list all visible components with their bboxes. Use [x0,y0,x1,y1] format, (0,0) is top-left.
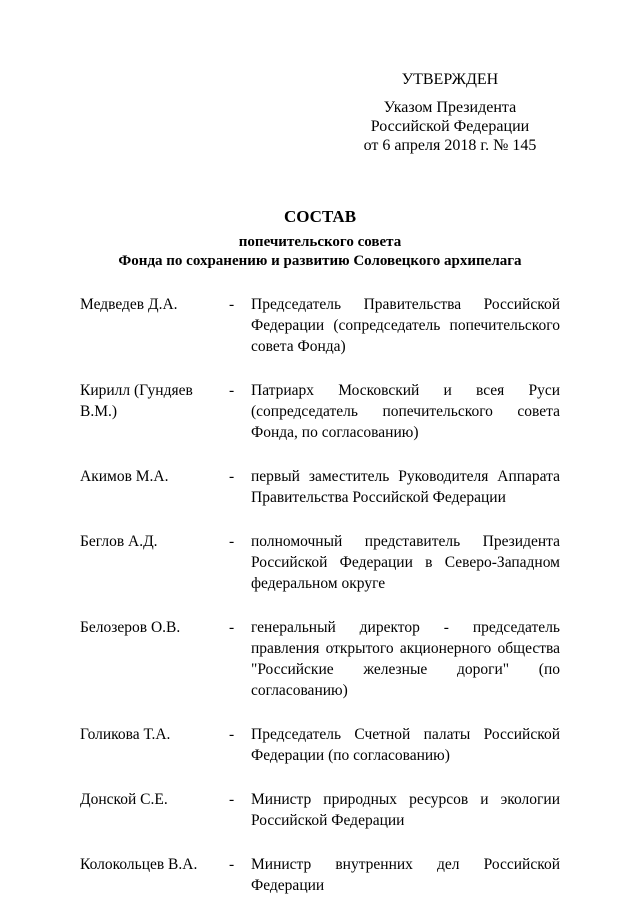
document-subtitle-1: попечительского совета [238,234,402,250]
member-dash: - [229,468,235,485]
member-role: Министр природных ресурсов и экологии Российской Федерации [251,791,560,829]
member-name: Голикова Т.А. [80,726,171,743]
member-name: Белозеров О.В. [80,619,181,636]
member-row [80,466,560,508]
member-dash: - [229,533,235,550]
member-name: Медведев Д.А. [80,296,178,313]
member-dash: - [229,726,235,743]
member-name: Донской С.Е. [80,791,168,808]
member-row [80,531,560,594]
members-list [80,294,560,919]
member-dash: - [229,619,235,636]
document-title-block [60,207,580,271]
approval-date-line: от 6 апреля 2018 г. № 145 [363,137,537,154]
member-row [80,789,560,831]
document-subtitle-2: Фонда по сохранению и развитию Соловецкого архипелага [118,253,522,269]
member-role: первый заместитель Руководителя Аппарата Правительства Российской Федерации [251,468,560,506]
member-row [80,617,560,701]
approved-label: УТВЕРЖДЕН [401,71,499,88]
document-title: СОСТАВ [283,207,357,226]
member-name: Колокольцев В.А. [80,856,198,873]
approval-stamp [330,70,570,155]
member-role: Министр внутренних дел Российской Федерации [251,856,560,894]
member-row [80,294,560,357]
member-row [80,854,560,896]
member-dash: - [229,296,235,313]
approval-decree-line: Указом Президента [383,99,517,116]
member-row [80,380,560,443]
approval-country-line: Российской Федерации [370,118,530,135]
member-dash: - [229,856,235,873]
member-name: Акимов М.А. [80,468,169,485]
member-role: Председатель Правительства Российской Федерации (сопредседатель попечительского совета Фонда) [251,296,560,355]
member-role: Председатель Счетной палаты Российской Федерации (по согласованию) [251,726,560,764]
member-role: Патриарх Московский и всея Руси (сопредседатель попечительского совета Фонда, по согласованию) [251,382,560,441]
member-name: Кирилл (Гундяев В.М.) [80,382,193,420]
member-dash: - [229,382,235,399]
member-dash: - [229,791,235,808]
member-name: Беглов А.Д. [80,533,158,550]
member-row [80,724,560,766]
member-role: генеральный директор - председатель правления открытого акционерного общества "Российские железные дороги" (по согласованию) [251,619,560,699]
member-role: полномочный представитель Президента Российской Федерации в Северо-Западном федеральном округе [251,533,560,592]
